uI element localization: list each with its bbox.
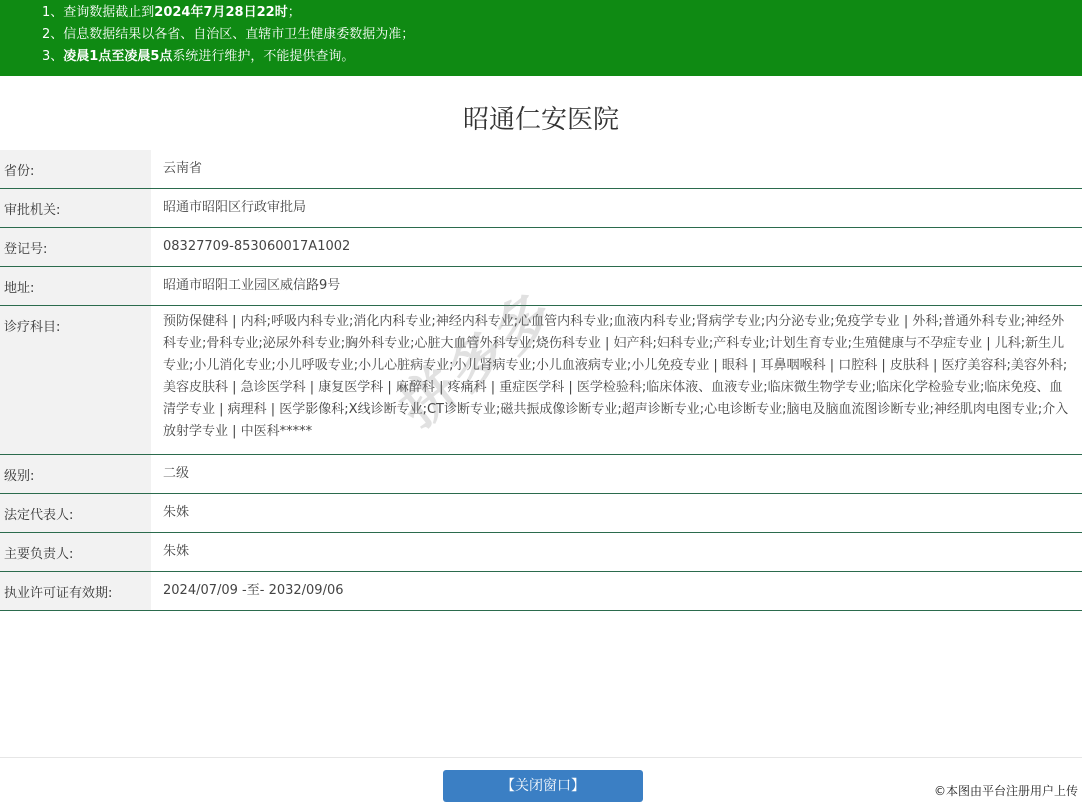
row-label: 诊疗科目:: [0, 306, 151, 454]
row-principal: [0, 533, 1082, 572]
row-value: 昭通市昭阳工业园区威信路9号: [163, 278, 341, 293]
row-province: [0, 150, 1082, 189]
row-label: 主要负责人:: [0, 533, 151, 571]
notice-line-1: 1、查询数据截止到2024年7月28日22时；: [42, 5, 301, 20]
notice-banner: [0, 0, 1082, 76]
notice-line-2: 2、信息数据结果以各省、自治区、直辖市卫生健康委数据为准；: [42, 27, 415, 42]
row-level: [0, 455, 1082, 494]
row-value: 08327709-853060017A1002: [163, 239, 351, 254]
info-table: [0, 150, 1082, 611]
row-label: 审批机关:: [0, 189, 151, 227]
row-value: 云南省: [163, 161, 203, 176]
row-value: 2024/07/09 -至- 2032/09/06: [163, 583, 344, 598]
row-value: 朱姝: [163, 544, 190, 559]
footer-divider: [0, 757, 1082, 758]
row-value: 朱姝: [163, 505, 190, 520]
row-value: 预防保健科 | 内科;呼吸内科专业;消化内科专业;神经内科专业;心血管内科专业;血液内科专业;肾病学专业;内分泌专业;免疫学专业 | 外科;普通外科专业;神经外科专业;骨科专业;泌尿外科专业;胸外科专业;心脏大血管外科专业;烧伤科专业 | 妇产科;妇科专业;产科专业;计划生育专业;生殖健康与不孕症专业 | 儿科;新生儿专业;小儿消化专业;小儿呼吸专业;小儿心脏病专业;小儿肾病专业;小儿血液病专业;小儿免疫专业 | 眼科 | 耳鼻咽喉科 | 口腔科 | 皮肤科 | 医疗美容科;美容外科;美容皮肤科 | 急诊医学科 | 康复医学科 | 麻醉科 | 疼痛科 | 重症医学科 | 医学检验科;临床体液、血液专业;临床微生物学专业;临床化学检验专业;临床免疫、血清学专业 | 病理科 | 医学影像科;X线诊断专业;CT诊断专业;磁共振成像诊断专业;超声诊断专业;心电诊断专业;脑电及脑血流图诊断专业;神经肌肉电图专业;介入放射学专业 | 中医科*****: [163, 314, 1069, 439]
row-label: 地址:: [0, 267, 151, 305]
upload-note: ©本图由平台注册用户上传: [933, 784, 1078, 798]
close-window-button[interactable]: 【关闭窗口】: [443, 770, 643, 802]
row-license-validity: [0, 572, 1082, 611]
row-address: [0, 267, 1082, 306]
row-registration-number: [0, 228, 1082, 267]
watermark: 拼多多: [387, 278, 570, 441]
page-title: 昭通仁安医院: [462, 105, 619, 135]
row-label: 法定代表人:: [0, 494, 151, 532]
row-label: 级别:: [0, 455, 151, 493]
row-label: 省份:: [0, 150, 151, 188]
row-approval-authority: [0, 189, 1082, 228]
row-label: 执业许可证有效期:: [0, 572, 151, 610]
row-legal-representative: [0, 494, 1082, 533]
row-value: 二级: [163, 466, 190, 481]
row-departments: [0, 306, 1082, 455]
row-value: 昭通市昭阳区行政审批局: [163, 200, 307, 215]
notice-line-3: 3、凌晨1点至凌晨5点系统进行维护，不能提供查询。: [42, 49, 355, 64]
row-label: 登记号:: [0, 228, 151, 266]
